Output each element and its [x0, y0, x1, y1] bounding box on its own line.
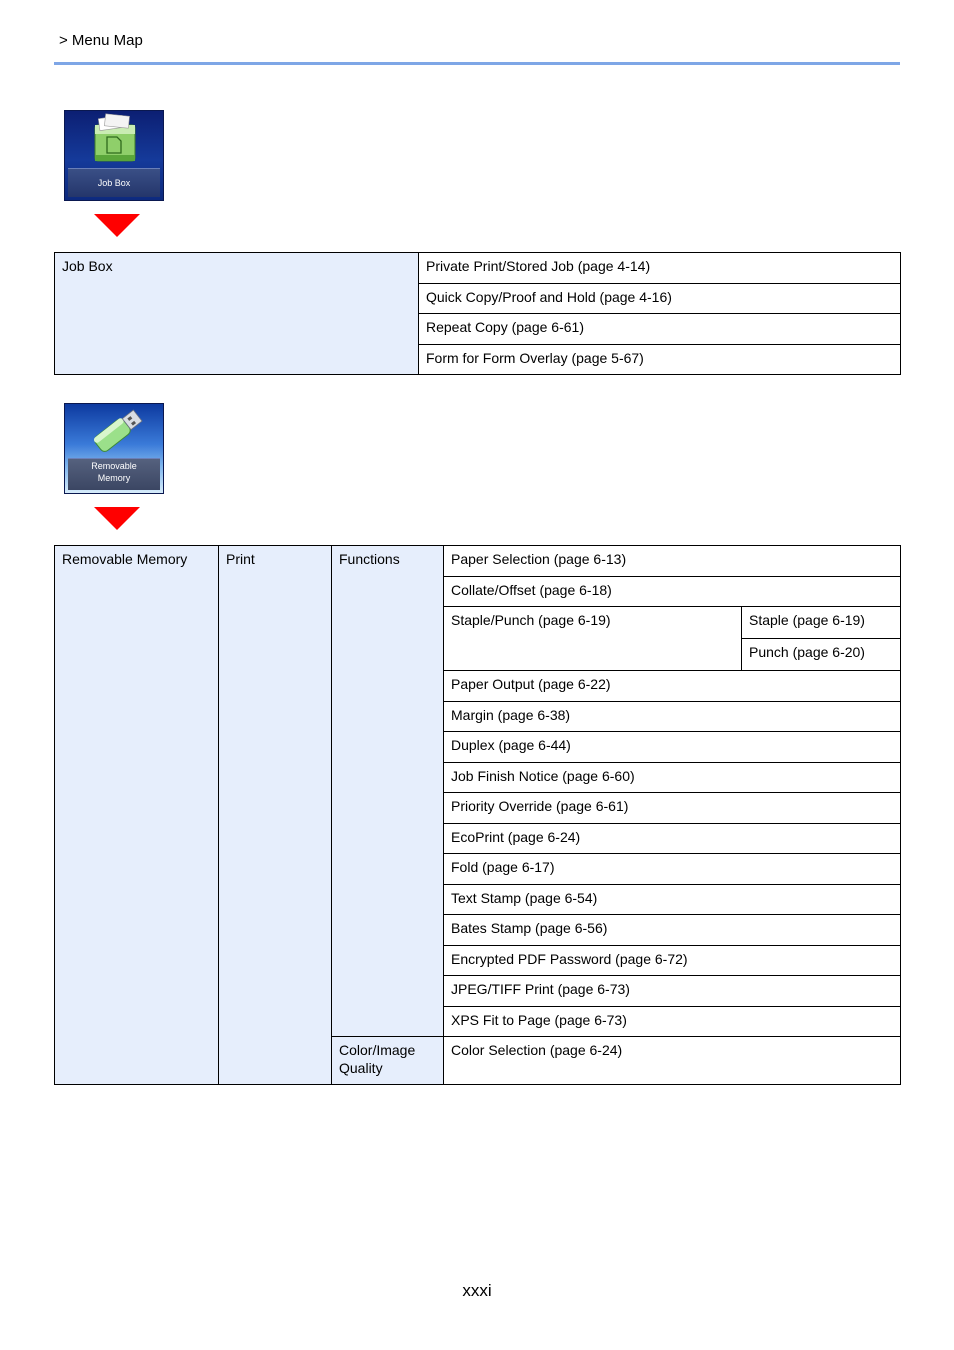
function-item: Text Stamp (page 6-54) — [444, 885, 901, 915]
removable-memory-menu-table — [54, 545, 901, 1085]
staple-sub-item: Staple (page 6-19) — [742, 607, 901, 639]
function-item: EcoPrint (page 6-24) — [444, 824, 901, 854]
print-cell: Print — [219, 546, 332, 1085]
job-box-root-cell: Job Box — [55, 253, 419, 375]
function-item: Staple/Punch (page 6-19) — [444, 607, 742, 671]
function-item: Fold (page 6-17) — [444, 854, 901, 885]
job-box-item: Repeat Copy (page 6-61) — [419, 314, 901, 345]
function-item: Priority Override (page 6-61) — [444, 793, 901, 824]
function-item: Encrypted PDF Password (page 6-72) — [444, 946, 901, 976]
removable-memory-tile[interactable] — [64, 403, 164, 494]
down-arrow-icon — [94, 214, 140, 237]
color-image-quality-cell: Color/Image Quality — [332, 1037, 444, 1085]
removable-memory-tile-label — [68, 458, 160, 490]
function-item: Margin (page 6-38) — [444, 702, 901, 732]
tile-label-line: Memory — [97, 473, 131, 483]
function-item: Collate/Offset (page 6-18) — [444, 577, 901, 607]
down-arrow-icon — [94, 507, 140, 530]
job-box-tile[interactable] — [64, 110, 164, 201]
staple-sub-item: Punch (page 6-20) — [742, 639, 901, 671]
functions-cell: Functions — [332, 546, 444, 1037]
function-item: Paper Selection (page 6-13) — [444, 546, 901, 577]
color-selection-item: Color Selection (page 6-24) — [444, 1037, 901, 1085]
function-item: JPEG/TIFF Print (page 6-73) — [444, 976, 901, 1007]
job-box-item: Form for Form Overlay (page 5-67) — [419, 345, 901, 375]
job-box-menu-table — [54, 252, 901, 375]
job-box-item: Quick Copy/Proof and Hold (page 4-16) — [419, 284, 901, 314]
removable-memory-root-cell: Removable Memory — [55, 546, 219, 1085]
function-item: Paper Output (page 6-22) — [444, 671, 901, 702]
job-box-tile-label: Job Box — [68, 168, 160, 197]
header-rule — [54, 62, 900, 65]
function-item: Duplex (page 6-44) — [444, 732, 901, 763]
function-item: Job Finish Notice (page 6-60) — [444, 763, 901, 793]
job-box-item: Private Print/Stored Job (page 4-14) — [419, 253, 901, 284]
page-number: xxxi — [462, 1281, 492, 1300]
function-item: Bates Stamp (page 6-56) — [444, 915, 901, 946]
tile-label-line: Removable — [91, 461, 137, 471]
breadcrumb: > Menu Map — [59, 32, 143, 49]
function-item: XPS Fit to Page (page 6-73) — [444, 1007, 901, 1037]
